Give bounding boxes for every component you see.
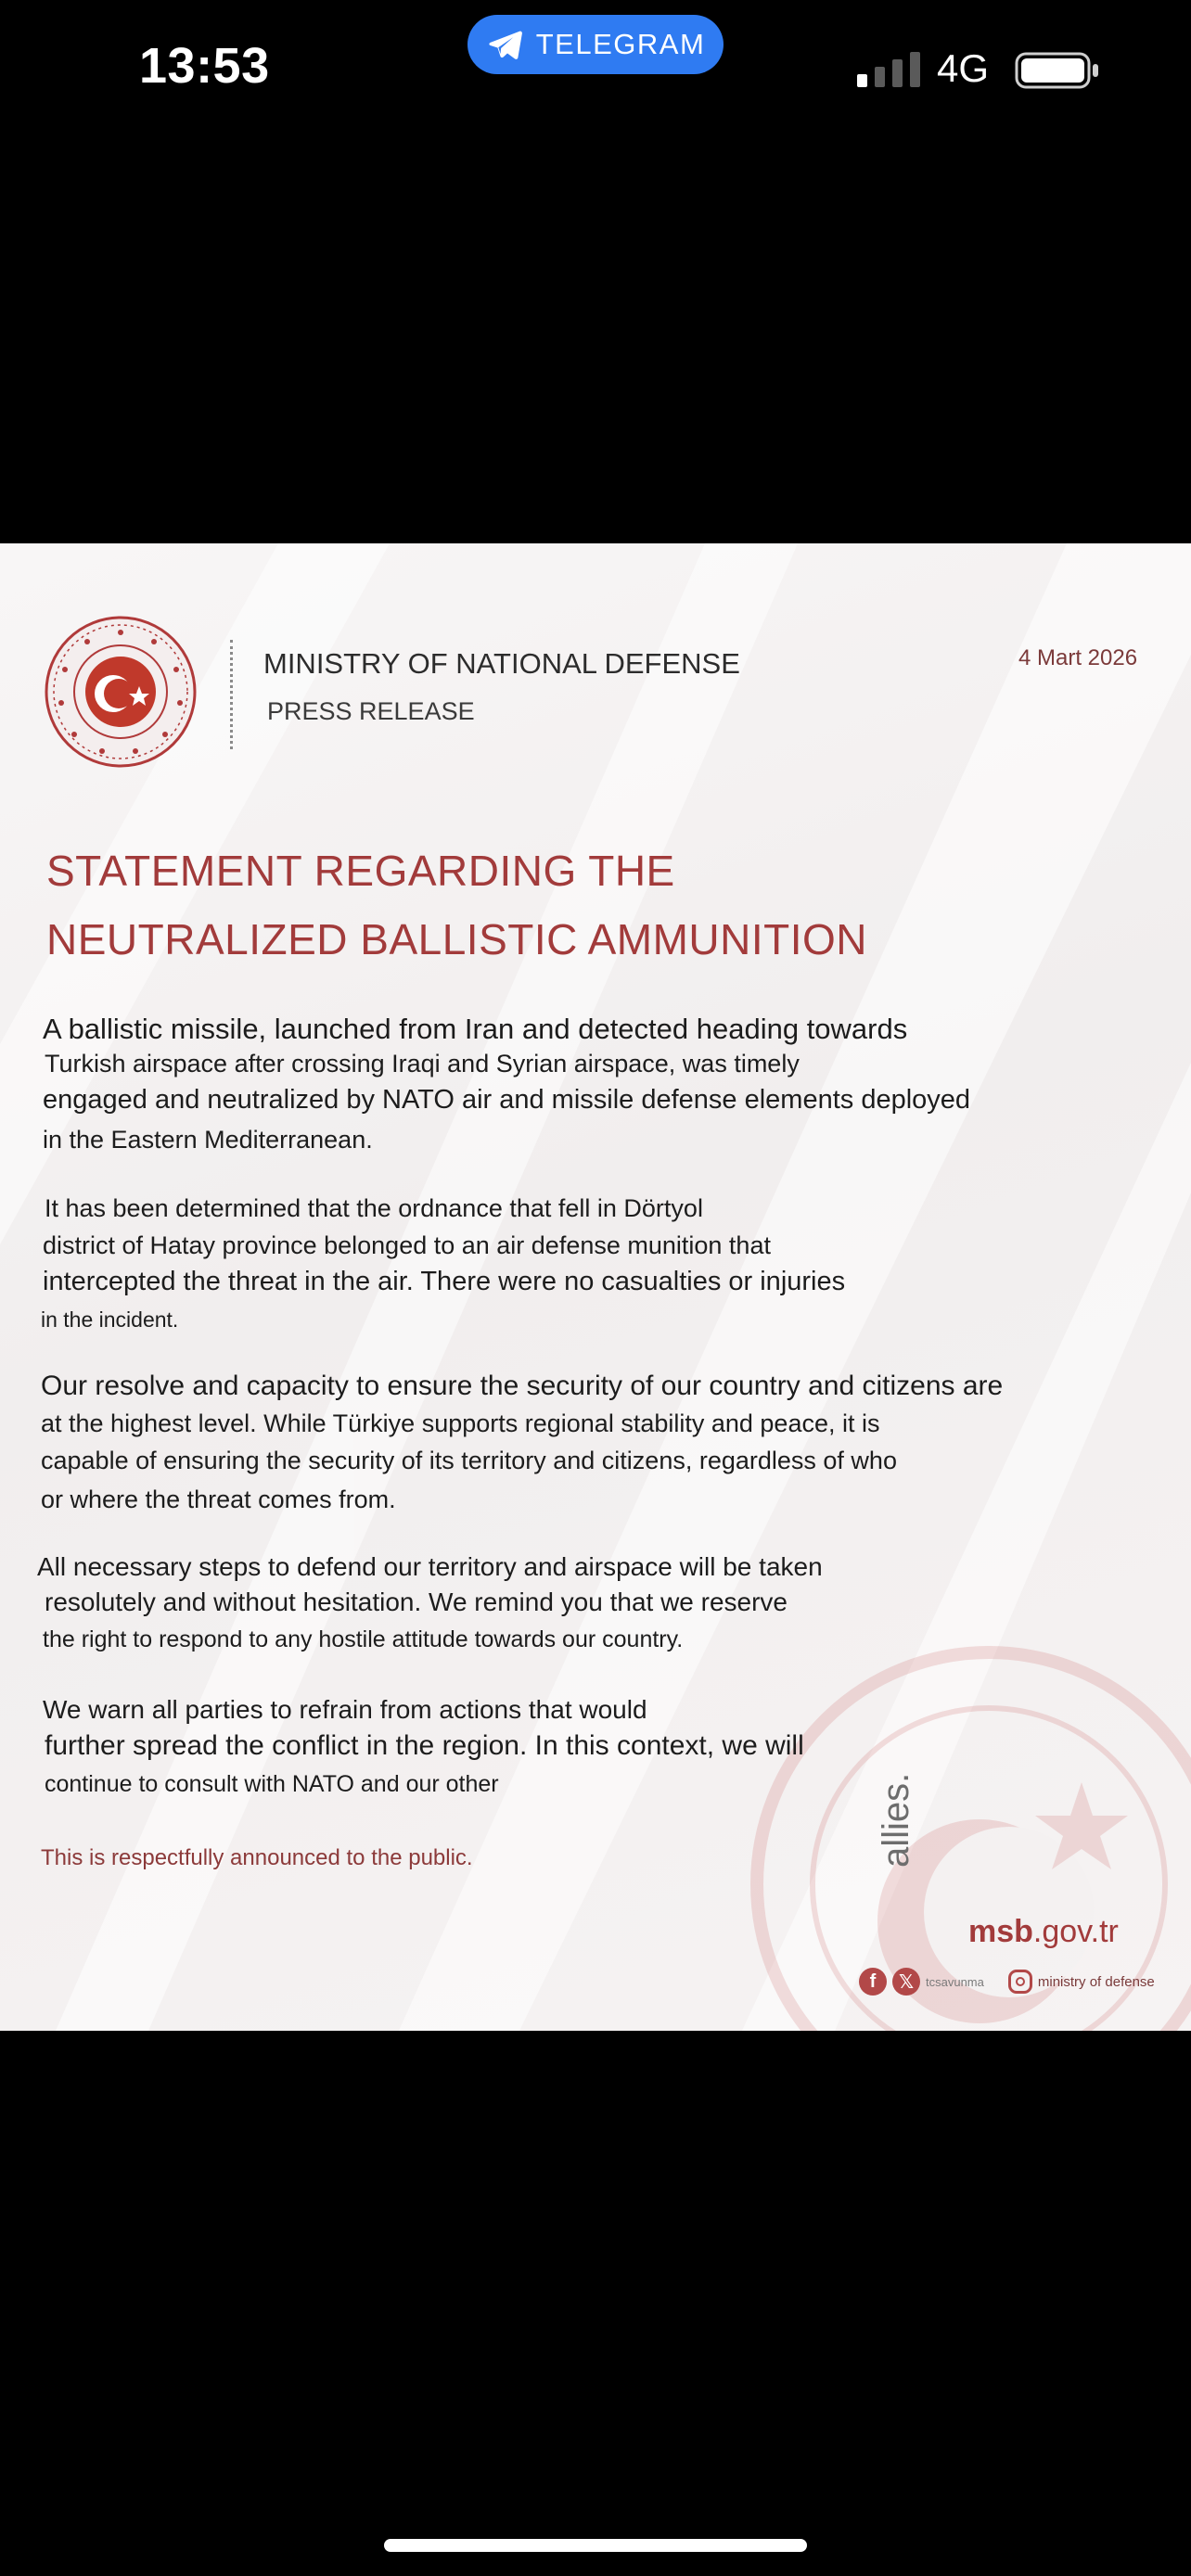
instagram-handle: ministry of defense [1037,1973,1155,1990]
paragraph-line: resolutely and without hesitation. We remind you that we reserve [45,1588,788,1616]
paragraph-line: engaged and neutralized by NATO air and missile defense elements deployed [43,1085,971,1115]
x-twitter-icon: 𝕏 [892,1968,920,1996]
header-divider [230,640,233,749]
paragraph-line: All necessary steps to defend our territory and airspace will be taken [37,1552,823,1581]
paragraph-line: capable of ensuring the security of its territory and citizens, regardless of who [41,1447,897,1474]
paragraph-line: in the incident. [41,1307,179,1332]
instagram-icon [1008,1970,1032,1994]
paragraph-line: in the Eastern Mediterranean. [43,1126,373,1154]
paragraph-line: intercepted the threat in the air. There were no casualties or injuries [43,1267,846,1296]
allies-word: allies. [876,1772,916,1868]
cellular-signal-icon [857,52,920,87]
website-domain-part: .gov.tr [1032,1914,1119,1949]
paragraph-line: Turkish airspace after crossing Iraqi and Syrian airspace, was timely [45,1050,800,1078]
headline-line-1: STATEMENT REGARDING THE [46,847,675,895]
paragraph-line: or where the threat comes from. [41,1486,396,1513]
facebook-icon: f [859,1968,887,1996]
document-date: 4 Mart 2026 [1018,645,1138,670]
paragraph-line: continue to consult with NATO and our other [45,1771,499,1797]
headline-line-2: NEUTRALIZED BALLISTIC AMMUNITION [46,915,868,963]
ministry-name: MINISTRY OF NATIONAL DEFENSE [263,647,740,680]
social-handle: tcsavunma [926,1974,984,1989]
paragraph-line: the right to respond to any hostile attitude towards our country. [43,1626,684,1652]
website-bold-part: msb [968,1914,1033,1949]
network-type: 4G [937,46,990,90]
social-media-row [859,1968,1155,1996]
back-to-telegram-button[interactable] [467,15,724,74]
battery-icon [1015,52,1100,89]
press-release-image[interactable] [0,543,1191,2031]
paragraph-line: A ballistic missile, launched from Iran and detected heading towards [43,1013,908,1045]
paragraph-line: It has been determined that the ordnance that fell in Dörtyol [45,1194,703,1222]
paragraph-line: We warn all parties to refrain from actions that would [43,1695,647,1724]
status-time: 13:53 [139,38,270,94]
document-type: PRESS RELEASE [267,697,475,725]
paragraph-line: Our resolve and capacity to ensure the security of our country and citizens are [41,1371,1004,1401]
ministry-seal-icon [45,616,197,768]
telegram-icon [486,26,523,63]
paragraph-line: district of Hatay province belonged to an air defense munition that [43,1231,771,1259]
back-app-label: TELEGRAM [535,28,706,60]
home-indicator[interactable] [384,2539,807,2552]
ministry-website [968,1914,1119,1950]
paragraph-line: at the highest level. While Türkiye supports regional stability and peace, it is [41,1409,880,1437]
paragraph-line: further spread the conflict in the region. In this context, we will [45,1730,804,1761]
closing-statement: This is respectfully announced to the public. [41,1845,473,1870]
